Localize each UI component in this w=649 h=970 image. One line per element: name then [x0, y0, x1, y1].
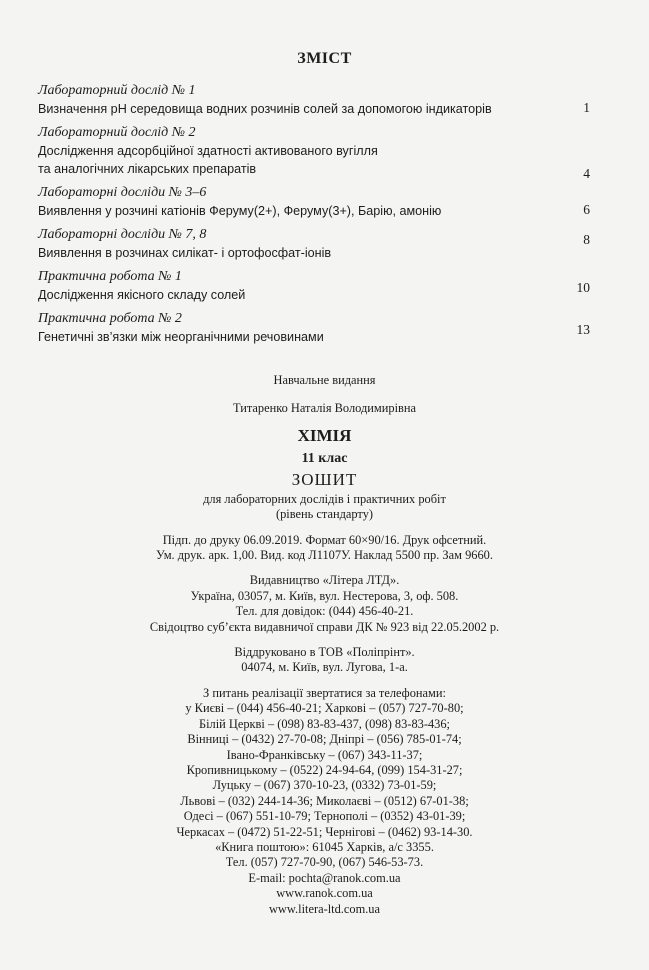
website-line: www.litera-ltd.com.ua — [268, 901, 381, 916]
print-details — [0, 533, 649, 564]
contact-line: Кропивницькому – (0522) 24-94-64, (099) 154-31-27; — [186, 762, 463, 777]
imprint-block — [0, 373, 649, 917]
toc-entry-text: Генетичні зв’язки між неорганічними речовинами — [38, 330, 324, 344]
contact-line: З питань реалізації звертатися за телефонами: — [203, 685, 446, 700]
contact-line: Черкасах – (0472) 51-22-51; Чернігові – (0462) 93-14-30. — [176, 824, 473, 839]
contact-line: «Книга поштою»: 61045 Харків, а/с 3355. — [215, 839, 434, 854]
toc-entry-label: Практична робота № 2 — [38, 311, 182, 326]
printer-line: 04074, м. Київ, вул. Лугова, 1-а. — [241, 660, 408, 675]
website-line: www.ranok.com.ua — [276, 886, 373, 901]
contact-line: у Києві – (044) 456-40-21; Харкові – (057) 727-70-80; — [185, 701, 464, 716]
contact-line: Тел. (057) 727-70-90, (067) 546-53-73. — [225, 855, 424, 870]
toc-entry-text: Дослідження якісного складу солей — [38, 288, 246, 302]
toc-entry-text: Виявлення в розчинах силікат- і ортофосфат-іонів — [38, 246, 332, 260]
toc-page-number: 4 — [583, 166, 590, 181]
toc-entry — [38, 82, 590, 118]
contact-details — [0, 686, 649, 917]
toc-entry — [38, 310, 590, 346]
page-title: ЗМІСТ — [297, 50, 352, 67]
toc-entry — [38, 226, 590, 262]
contact-line: Львові – (032) 244-14-36; Миколаєві – (0512) 67-01-38; — [180, 793, 469, 808]
toc-entry-text: Визначення рН середовища водних розчинів солей за допомогою індикаторів — [38, 102, 492, 116]
toc-entry-label: Лабораторний дослід № 1 — [38, 83, 196, 98]
toc-page-number: 6 — [583, 202, 590, 217]
contact-line: Вінниці – (0432) 27-70-08; Дніпрі – (056) 785-01-74; — [187, 732, 462, 747]
toc-entry-label: Лабораторні досліди № 3–6 — [38, 185, 207, 200]
toc-page-number: 8 — [583, 232, 590, 247]
toc-entry — [38, 124, 590, 181]
toc-entry — [38, 268, 590, 304]
toc-entry-label: Лабораторні досліди № 7, 8 — [38, 227, 207, 242]
printer-line: Віддруковано в ТОВ «Поліпрінт». — [234, 645, 415, 660]
toc-page-number: 1 — [583, 100, 590, 115]
contact-line: Білій Церкві – (098) 83-83-437, (098) 83-83-436; — [198, 716, 450, 731]
print-line: Ум. друк. арк. 1,00. Вид. код Л1107У. Наклад 5500 пр. Зам 9660. — [156, 548, 493, 563]
publisher-details — [0, 573, 649, 635]
printer-details — [0, 645, 649, 676]
toc-entry-label: Лабораторний дослід № 2 — [38, 125, 196, 140]
email-line: E-mail: pochta@ranok.com.ua — [248, 870, 401, 885]
book-type: ЗОШИТ — [291, 469, 358, 489]
toc-entry — [38, 184, 590, 220]
publisher-line: Свідоцтво суб’єкта видавничої справи ДК № 923 від 22.05.2002 р. — [149, 619, 500, 634]
toc-entry-text: та аналогічних лікарських препаратів — [38, 162, 257, 176]
table-of-contents — [38, 82, 590, 346]
contact-line: Луцьку – (067) 370-10-23, (0332) 73-01-59; — [212, 778, 437, 793]
author-name: Титаренко Наталія Володимирівна — [232, 401, 417, 416]
publisher-line: Видавництво «Літера ЛТД». — [249, 573, 400, 588]
book-purpose: для лабораторних дослідів і практичних робіт — [203, 491, 446, 506]
publisher-line: Україна, 03057, м. Київ, вул. Нестерова, 3, оф. 508. — [190, 588, 459, 603]
toc-entry-text: Виявлення у розчині катіонів Феруму(2+), Феруму(3+), Барію, амонію — [38, 204, 442, 218]
book-grade: 11 клас — [301, 450, 348, 466]
contact-line: Одесі – (067) 551-10-79; Тернополі – (0352) 43-01-39; — [183, 809, 466, 824]
toc-page-number: 10 — [576, 280, 590, 295]
toc-entry-label: Практична робота № 1 — [38, 269, 182, 284]
book-subject: ХІМІЯ — [297, 425, 352, 445]
toc-page-number: 13 — [576, 322, 590, 337]
edition-type: Навчальне видання — [273, 373, 376, 387]
print-line: Підп. до друку 06.09.2019. Формат 60×90/16. Друк офсетний. — [162, 532, 487, 547]
contact-line: Івано-Франківську – (067) 343-11-37; — [226, 747, 423, 762]
toc-entry-text: Дослідження адсорбційної здатності активованого вугілля — [38, 144, 378, 158]
book-level: (рівень стандарту) — [275, 507, 374, 522]
publisher-line: Тел. для довідок: (044) 456-40-21. — [235, 604, 414, 619]
